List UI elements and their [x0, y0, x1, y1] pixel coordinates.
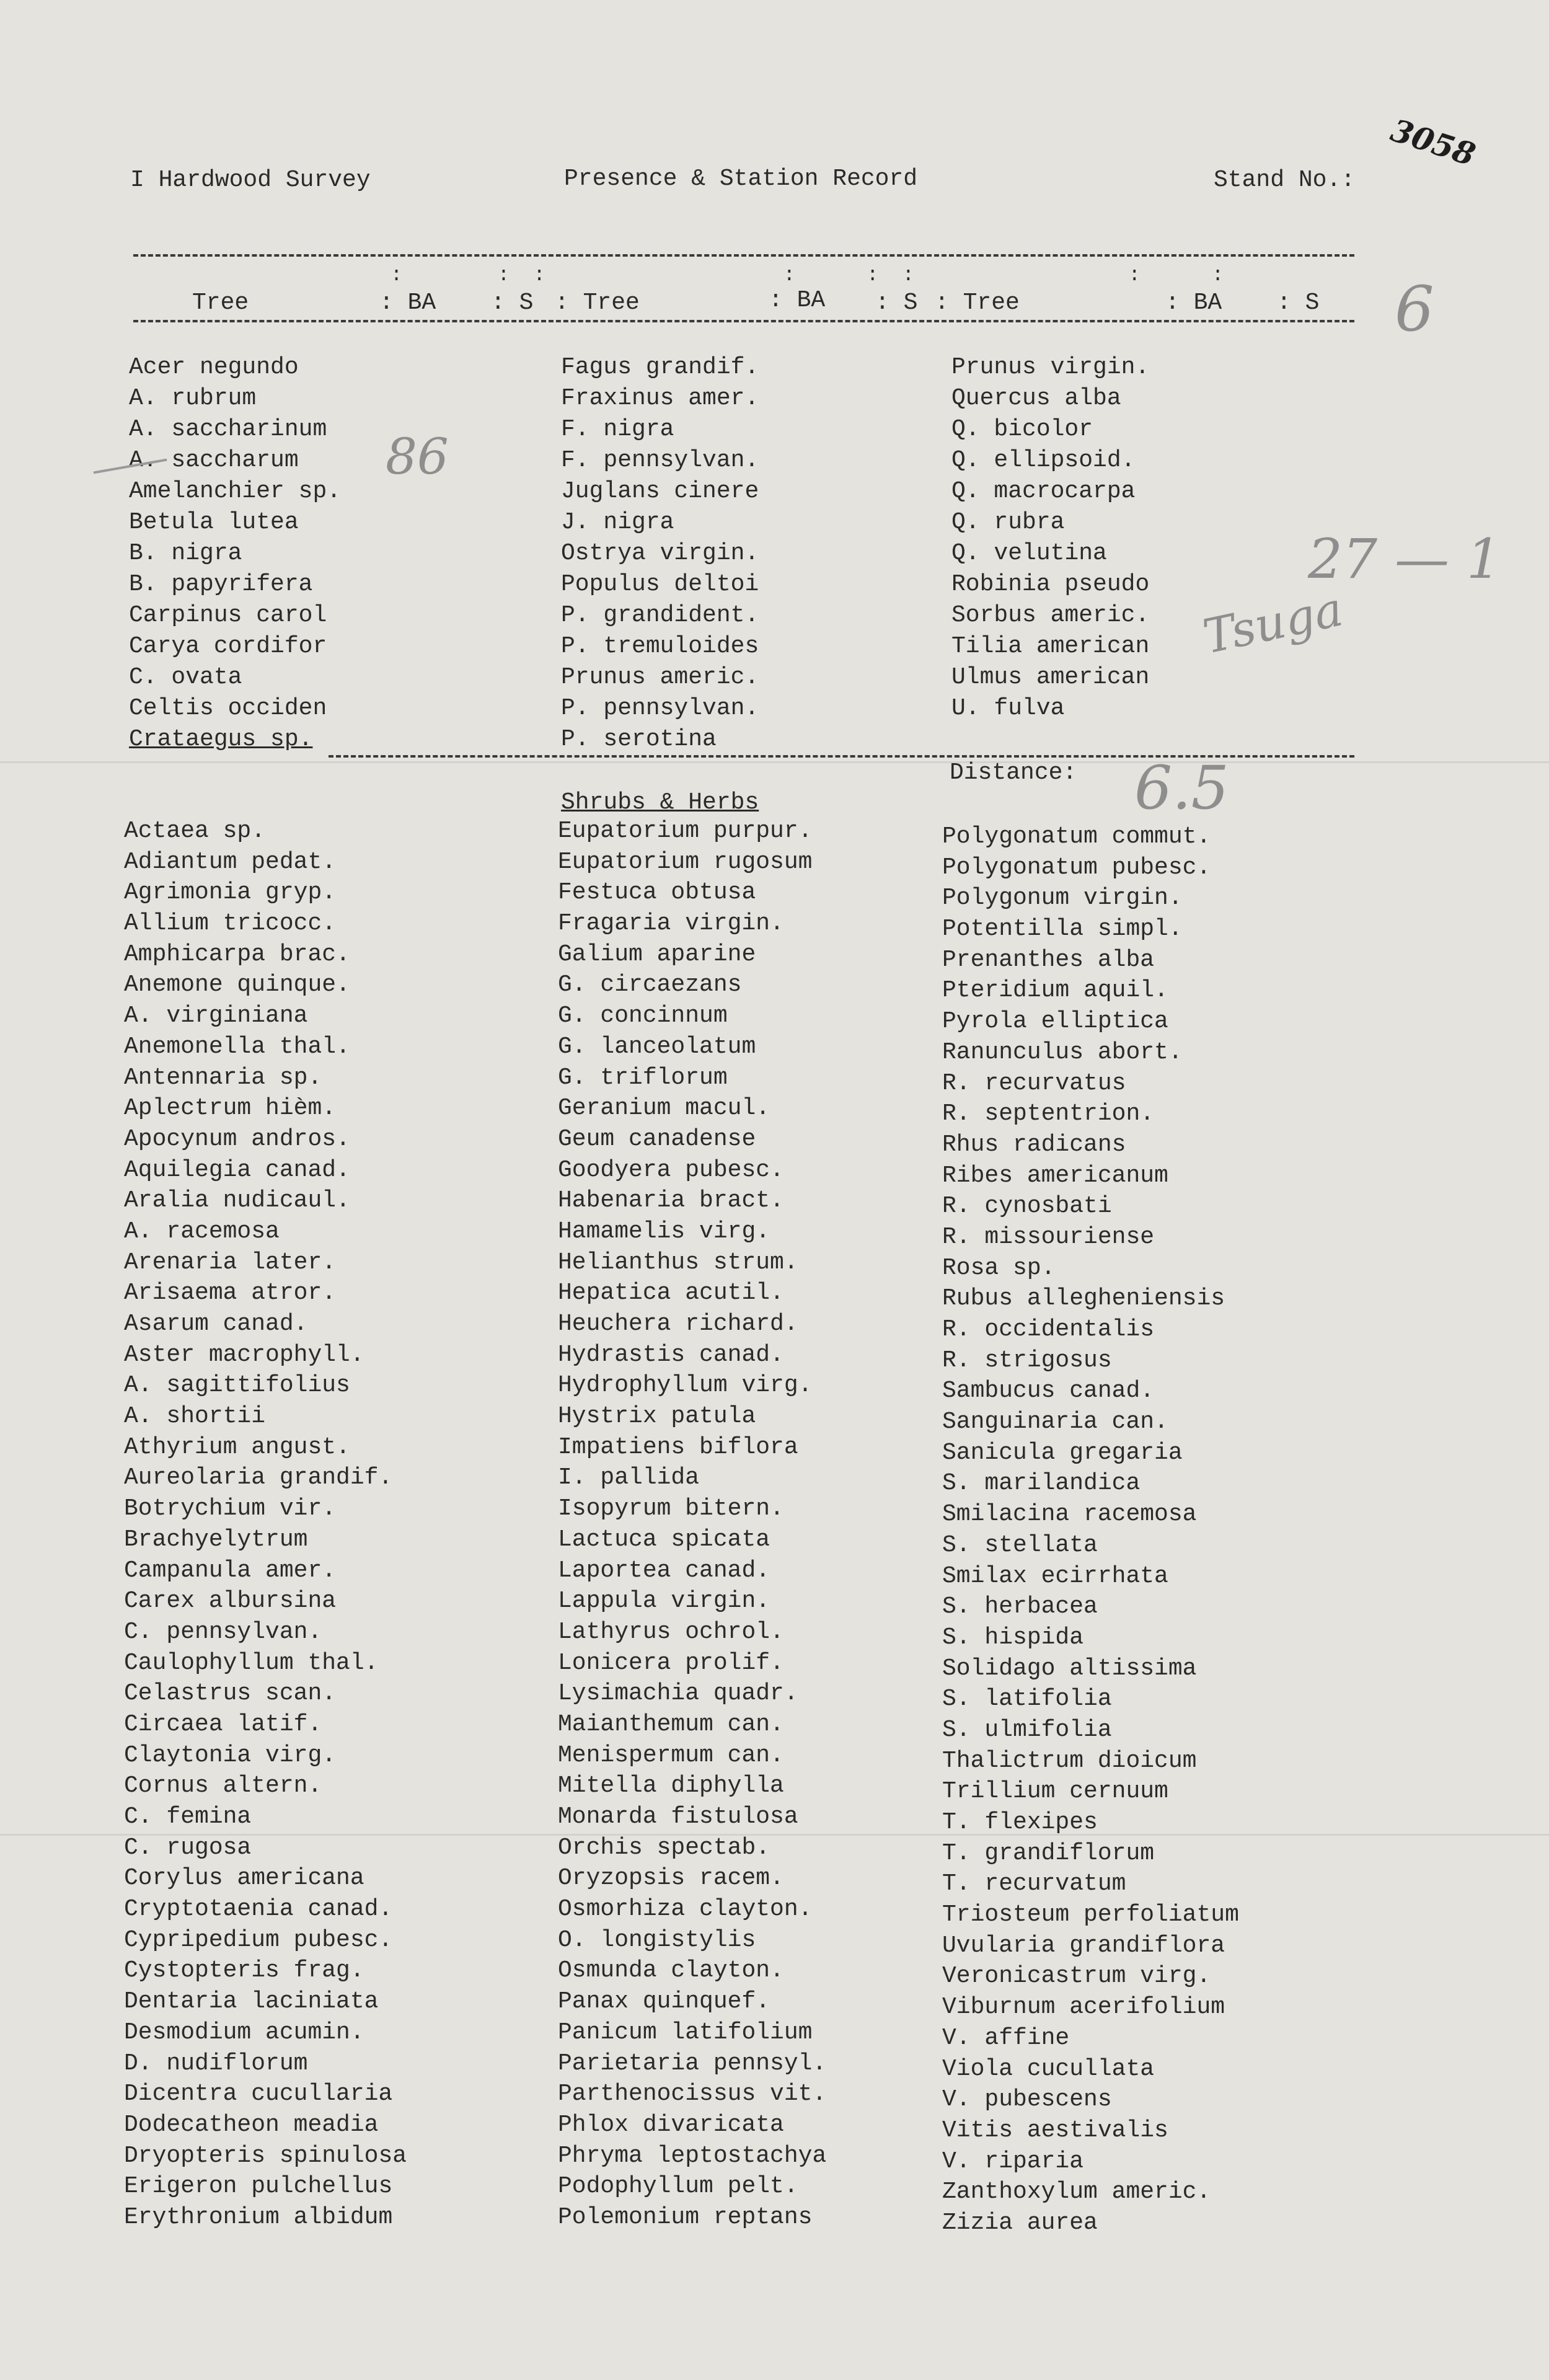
- list-item: Festuca obtusa: [558, 879, 756, 906]
- list-item: Ribes americanum: [942, 1162, 1168, 1189]
- list-item: Galium aparine: [558, 940, 756, 968]
- list-item: Prenanthes alba: [942, 946, 1155, 973]
- list-item: Menispermum can.: [558, 1741, 784, 1769]
- list-item: R. strigosus: [942, 1347, 1112, 1374]
- list-item: Trillium cernuum: [942, 1778, 1168, 1805]
- list-item: Asarum canad.: [124, 1311, 308, 1337]
- list-item: C. femina: [124, 1803, 252, 1830]
- list-item: Panicum latifolium: [558, 2019, 813, 2046]
- header-bottom-rule: [133, 320, 1354, 322]
- list-item: A. racemosa: [124, 1218, 280, 1245]
- list-item: Lysimachia quadr.: [558, 1680, 798, 1707]
- list-item: Circaea latif.: [124, 1710, 322, 1738]
- s-col1-header: : S: [491, 290, 534, 316]
- list-item: Viola cucullata: [942, 2055, 1155, 2082]
- list-item: Maianthemum can.: [558, 1710, 784, 1738]
- list-item: Quercus alba: [951, 385, 1121, 412]
- stand-number: 3058: [1386, 112, 1480, 174]
- list-item: Podophyllum pelt.: [558, 2173, 798, 2200]
- list-item: S. stellata: [942, 1531, 1098, 1559]
- list-item: Monarda fistulosa: [558, 1803, 798, 1830]
- list-item: Uvularia grandiflora: [942, 1932, 1225, 1959]
- list-item: G. lanceolatum: [558, 1033, 756, 1060]
- list-item: Tilia american: [951, 633, 1150, 660]
- handwritten-note-tsuga: Tsuga: [1198, 581, 1348, 665]
- list-item: Carpinus carol: [129, 602, 327, 629]
- tree-col1-header: Tree: [192, 290, 249, 316]
- list-item: Smilax ecirrhata: [942, 1562, 1168, 1590]
- list-item: Erigeron pulchellus: [124, 2173, 393, 2200]
- list-item: Aquilegia canad.: [124, 1156, 350, 1183]
- list-item: Geranium macul.: [558, 1095, 770, 1122]
- handwritten-note-86: 86: [386, 428, 449, 485]
- list-item: Panax quinquef.: [558, 1988, 770, 2015]
- handwritten-distance: 6.5: [1134, 753, 1229, 823]
- list-item: V. pubescens: [942, 2086, 1112, 2113]
- header-top-rule: [133, 254, 1354, 257]
- list-item: R. cynosbati: [942, 1193, 1112, 1220]
- list-item: Allium tricocc.: [124, 910, 337, 937]
- list-item: Prunus americ.: [561, 664, 759, 691]
- list-item: Hepatica acutil.: [558, 1280, 784, 1307]
- list-item: Rosa sp.: [942, 1254, 1056, 1281]
- list-item: Hydrastis canad.: [558, 1341, 784, 1368]
- header-colons: : : : : : : : :: [391, 263, 1224, 286]
- ba-col2-header: : BA: [769, 287, 826, 314]
- tree-list-col2: [561, 352, 759, 755]
- list-item: Zizia aurea: [942, 2209, 1098, 2236]
- list-item: Thalictrum dioicum: [942, 1747, 1197, 1774]
- list-item: Erythronium albidum: [124, 2203, 393, 2231]
- list-item: Populus deltoi: [561, 571, 759, 598]
- list-item: A. virginiana: [124, 1002, 308, 1030]
- list-item: D. nudiflorum: [124, 2050, 308, 2077]
- list-item: P. pennsylvan.: [561, 695, 759, 722]
- list-item: Amphicarpa brac.: [124, 940, 350, 968]
- list-item: Amelanchier sp.: [129, 478, 342, 505]
- list-item: Dicentra cucullaria: [124, 2081, 393, 2108]
- list-item: Campanula amer.: [124, 1557, 337, 1584]
- list-item: Sanicula gregaria: [942, 1439, 1183, 1466]
- list-item: Dryopteris spinulosa: [124, 2142, 407, 2169]
- list-item: Celtis occiden: [129, 695, 327, 722]
- list-item: Isopyrum bitern.: [558, 1495, 784, 1523]
- list-item: A. saccharum: [129, 447, 299, 474]
- list-item: U. fulva: [951, 695, 1065, 722]
- list-item: Mitella diphylla: [558, 1772, 784, 1800]
- list-item: Anemone quinque.: [124, 971, 350, 999]
- list-item: S. ulmifolia: [942, 1716, 1112, 1743]
- list-item: Claytonia virg.: [124, 1741, 337, 1769]
- list-item: T. recurvatum: [942, 1870, 1126, 1898]
- list-item: Carex albursina: [124, 1588, 337, 1615]
- paper-fold: [0, 761, 1549, 763]
- list-item: Phlox divaricata: [558, 2111, 784, 2138]
- list-item: Lonicera prolif.: [558, 1649, 784, 1676]
- list-item: Polygonum virgin.: [942, 885, 1183, 912]
- list-item: P. tremuloides: [561, 633, 759, 660]
- list-item: Adiantum pedat.: [124, 848, 337, 875]
- list-item: Parthenocissus vit.: [558, 2081, 827, 2108]
- shrubs-heading: Shrubs & Herbs: [561, 789, 759, 816]
- tree-col3-header: : Tree: [935, 290, 1020, 316]
- list-item: R. septentrion.: [942, 1100, 1155, 1128]
- distance-label: Distance:: [950, 759, 1077, 786]
- list-item: Solidago altissima: [942, 1655, 1197, 1682]
- list-item: T. flexipes: [942, 1809, 1098, 1836]
- list-item: Eupatorium purpur.: [558, 818, 813, 844]
- tree-list-col3: [951, 352, 1149, 724]
- list-item: Phryma leptostachya: [558, 2142, 827, 2169]
- list-item: Desmodium acumin.: [124, 2019, 364, 2046]
- list-item: Q. bicolor: [951, 416, 1093, 443]
- list-item: Antennaria sp.: [124, 1064, 322, 1091]
- list-item: Polemonium reptans: [558, 2203, 813, 2231]
- list-item: Geum canadense: [558, 1125, 756, 1152]
- list-item: Lactuca spicata: [558, 1526, 770, 1553]
- list-item: V. affine: [942, 2024, 1070, 2051]
- list-item: F. pennsylvan.: [561, 447, 759, 474]
- list-item: Juglans cinere: [561, 478, 759, 505]
- list-item: Actaea sp.: [124, 818, 266, 844]
- list-item: Aplectrum hièm.: [124, 1095, 337, 1122]
- list-item: A. shortii: [124, 1403, 266, 1430]
- list-item: Carya cordifor: [129, 633, 327, 660]
- list-item: C. ovata: [129, 664, 242, 691]
- list-item: P. grandident.: [561, 602, 759, 629]
- list-item: Botrychium vir.: [124, 1495, 337, 1523]
- list-item: Arenaria later.: [124, 1249, 337, 1276]
- list-item: Veronicastrum virg.: [942, 1963, 1211, 1990]
- list-item: Dentaria laciniata: [124, 1988, 379, 2015]
- list-item: Smilacina racemosa: [942, 1501, 1197, 1528]
- list-item: Crataegus sp.: [129, 726, 313, 753]
- list-item: Celastrus scan.: [124, 1680, 337, 1707]
- list-item: Hydrophyllum virg.: [558, 1372, 813, 1399]
- list-item: F. nigra: [561, 416, 674, 443]
- record-title: Presence & Station Record: [564, 166, 918, 192]
- list-item: Robinia pseudo: [951, 571, 1150, 598]
- ba-col3-header: : BA: [1165, 290, 1222, 316]
- list-item: Q. ellipsoid.: [951, 447, 1136, 474]
- list-item: Q. rubra: [951, 509, 1065, 536]
- list-item: Eupatorium rugosum: [558, 848, 813, 875]
- list-item: Sambucus canad.: [942, 1378, 1155, 1405]
- list-item: Laportea canad.: [558, 1557, 770, 1584]
- list-item: G. triflorum: [558, 1064, 728, 1091]
- list-item: Ranunculus abort.: [942, 1038, 1183, 1066]
- list-item: A. saccharinum: [129, 416, 327, 443]
- list-item: I. pallida: [558, 1464, 700, 1492]
- list-item: Fraxinus amer.: [561, 385, 759, 412]
- list-item: Ulmus american: [951, 664, 1150, 691]
- list-item: Lappula virgin.: [558, 1588, 770, 1615]
- list-item: Aster macrophyll.: [124, 1341, 364, 1368]
- list-item: R. recurvatus: [942, 1069, 1126, 1097]
- list-item: O. longistylis: [558, 1926, 756, 1953]
- list-item: Pteridium aquil.: [942, 977, 1168, 1004]
- ba-col1-header: : BA: [379, 290, 436, 316]
- list-item: Osmunda clayton.: [558, 1957, 784, 1984]
- list-item: C. rugosa: [124, 1834, 252, 1861]
- list-item: Ostrya virgin.: [561, 540, 759, 567]
- list-item: Apocynum andros.: [124, 1125, 350, 1152]
- list-item: S. marilandica: [942, 1470, 1141, 1497]
- handwritten-note-27: 27 — 1: [1308, 527, 1501, 591]
- list-item: S. latifolia: [942, 1686, 1112, 1713]
- list-item: Impatiens biflora: [558, 1433, 798, 1461]
- list-item: Cystopteris frag.: [124, 1957, 364, 1984]
- list-item: Lathyrus ochrol.: [558, 1618, 784, 1645]
- list-item: Triosteum perfoliatum: [942, 1901, 1239, 1929]
- list-item: Habenaria bract.: [558, 1187, 784, 1214]
- list-item: Viburnum acerifolium: [942, 1994, 1225, 2021]
- list-item: Q. macrocarpa: [951, 478, 1136, 505]
- list-item: C. pennsylvan.: [124, 1618, 322, 1645]
- list-item: J. nigra: [561, 509, 674, 536]
- survey-title: I Hardwood Survey: [130, 167, 371, 193]
- list-item: B. nigra: [129, 540, 242, 567]
- list-item: Potentilla simpl.: [942, 916, 1183, 943]
- list-item: Dodecatheon meadia: [124, 2111, 379, 2138]
- list-item: Parietaria pennsyl.: [558, 2050, 827, 2077]
- list-item: T. grandiflorum: [942, 1839, 1155, 1867]
- list-item: Cryptotaenia canad.: [124, 1896, 393, 1923]
- list-item: Osmorhiza clayton.: [558, 1896, 813, 1923]
- list-item: A. rubrum: [129, 385, 257, 412]
- list-item: G. circaezans: [558, 971, 742, 999]
- list-item: Fragaria virgin.: [558, 910, 784, 937]
- list-item: B. papyrifera: [129, 571, 313, 598]
- list-item: Polygonatum pubesc.: [942, 854, 1211, 881]
- list-item: Cypripedium pubesc.: [124, 1926, 393, 1953]
- list-item: R. missouriense: [942, 1223, 1155, 1250]
- list-item: V. riparia: [942, 2148, 1084, 2175]
- stand-label: Stand No.:: [1214, 167, 1356, 193]
- list-item: Cornus altern.: [124, 1772, 322, 1800]
- list-item: Fagus grandif.: [561, 354, 759, 381]
- list-item: Brachyelytrum: [124, 1526, 308, 1553]
- list-item: Rubus allegheniensis: [942, 1285, 1225, 1312]
- tree-col2-header: : Tree: [555, 290, 640, 316]
- herb-list-col3: [942, 821, 1239, 2239]
- list-item: Goodyera pubesc.: [558, 1156, 784, 1183]
- list-item: Heuchera richard.: [558, 1311, 798, 1337]
- list-item: A. sagittifolius: [124, 1372, 350, 1399]
- herb-list-col2: [558, 816, 826, 2233]
- s-col2-header: : S: [875, 290, 918, 316]
- list-item: Hamamelis virg.: [558, 1218, 770, 1245]
- list-item: S. hispida: [942, 1624, 1084, 1651]
- list-item: Athyrium angust.: [124, 1433, 350, 1461]
- list-item: Q. velutina: [951, 540, 1107, 567]
- list-item: Polygonatum commut.: [942, 823, 1211, 850]
- list-item: Arisaema atror.: [124, 1280, 337, 1307]
- tree-list-col1: [129, 352, 341, 755]
- list-item: R. occidentalis: [942, 1316, 1155, 1343]
- list-item: Caulophyllum thal.: [124, 1649, 379, 1676]
- list-item: Vitis aestivalis: [942, 2117, 1168, 2144]
- list-item: Acer negundo: [129, 354, 299, 381]
- list-item: G. concinnum: [558, 1002, 728, 1030]
- s-col3-header: : S: [1277, 290, 1320, 316]
- handwritten-header-note: 6: [1395, 273, 1434, 345]
- list-item: Sanguinaria can.: [942, 1409, 1168, 1436]
- list-item: Rhus radicans: [942, 1131, 1126, 1158]
- list-item: Helianthus strum.: [558, 1249, 798, 1276]
- list-item: Prunus virgin.: [951, 354, 1150, 381]
- list-item: Oryzopsis racem.: [558, 1865, 784, 1892]
- list-item: Sorbus americ.: [951, 602, 1150, 629]
- list-item: S. herbacea: [942, 1593, 1098, 1621]
- list-item: Corylus americana: [124, 1865, 364, 1892]
- list-item: Orchis spectab.: [558, 1834, 770, 1861]
- list-item: Hystrix patula: [558, 1403, 756, 1430]
- list-item: Betula lutea: [129, 509, 299, 536]
- list-item: Aureolaria grandif.: [124, 1464, 393, 1492]
- list-item: Aralia nudicaul.: [124, 1187, 350, 1214]
- list-item: Agrimonia gryp.: [124, 879, 337, 906]
- list-item: Zanthoxylum americ.: [942, 2179, 1211, 2206]
- list-item: P. serotina: [561, 726, 717, 753]
- herb-list-col1: [124, 816, 407, 2233]
- list-item: Pyrola elliptica: [942, 1008, 1168, 1035]
- list-item: Anemonella thal.: [124, 1033, 350, 1060]
